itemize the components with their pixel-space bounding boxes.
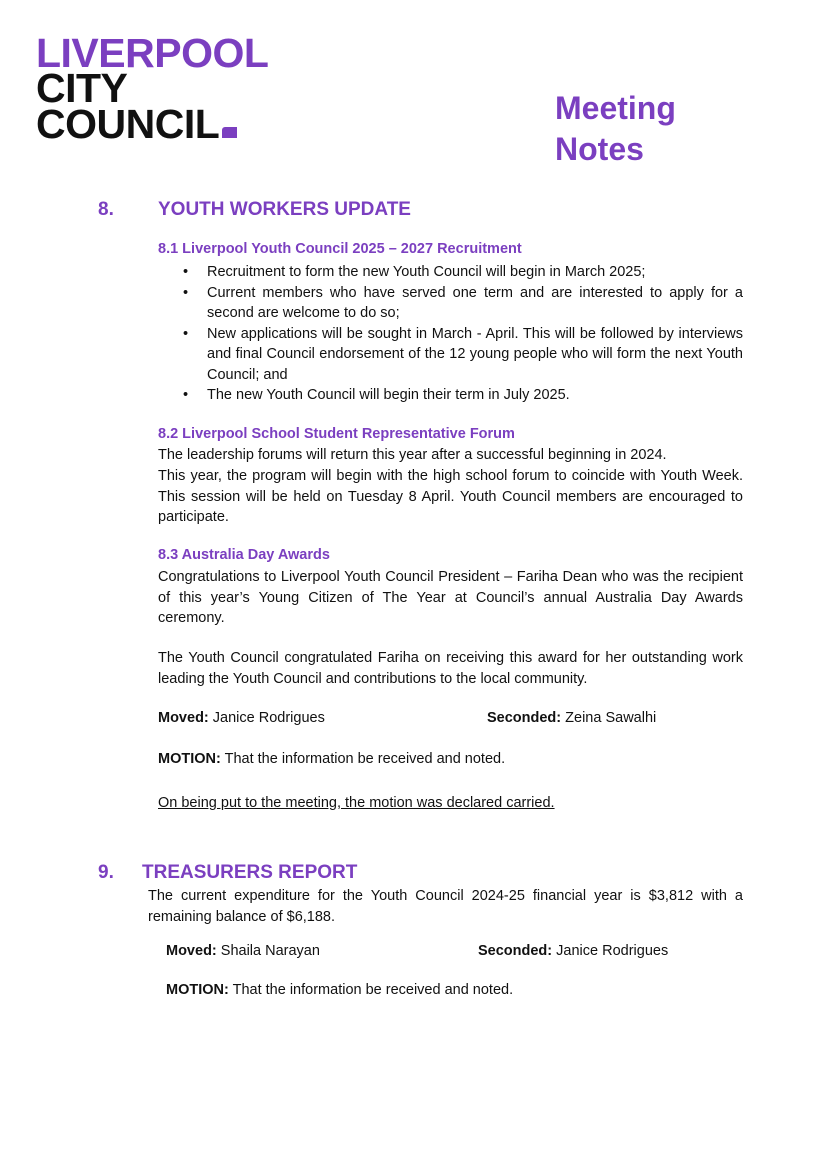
subsection-8-3-heading: 8.3 Australia Day Awards [158,547,330,563]
moved-by: Moved: Shaila Narayan [166,943,320,959]
section-title: TREASURERS REPORT [142,862,358,883]
award-paragraph-2: The Youth Council congratulated Fariha on receiving this award for her outstanding work leading the Youth Council and contributions to the local community. [158,650,743,687]
list-item: • Current members who have served one term and are interested to apply for a second are welcome to do so; [183,284,743,321]
motion-carried-note: On being put to the meeting, the motion was declared carried. [158,795,555,811]
logo-line-3: COUNCIL [36,107,268,142]
title-line-1: Meeting [555,90,676,126]
seconded-by: Seconded: Zeina Sawalhi [487,710,657,726]
subsection-8-2-heading: 8.2 Liverpool School Student Representative Forum [158,426,515,442]
list-item: • New applications will be sought in March - April. This will be followed by interviews and final Council endorsement of the 12 young people who will form the next Youth Council; and [183,325,743,383]
list-item: • Recruitment to form the new Youth Council will begin in March 2025; [183,264,646,280]
document-title [555,88,676,170]
title-line-2: Notes [555,131,644,167]
recruitment-bullet-list [158,262,743,406]
liverpool-city-council-logo [36,30,269,147]
section-9-heading [98,862,357,884]
section-number: 9. [98,862,114,883]
forum-paragraph: This year, the program will begin with the high school forum to coincide with Youth Week. This session will be held on Tuesday 8 April. Youth Council members are encouraged to participate. [158,468,743,525]
motion-line: MOTION: That the information be received and noted. [158,751,506,767]
list-item: • The new Youth Council will begin their term in July 2025. [183,387,570,403]
award-paragraph-1: Congratulations to Liverpool Youth Council President – Fariha Dean who was the recipient of this year’s Young Citizen of The Year at Council’s annual Australia Day Awards ceremony. [158,569,743,626]
motion-line: MOTION: That the information be received and noted. [166,982,514,998]
subsection-8-1-heading: 8.1 Liverpool Youth Council 2025 – 2027 Recruitment [158,241,522,257]
section-8-heading [98,199,411,221]
logo-mark-icon [222,127,237,138]
seconded-by: Seconded: Janice Rodrigues [478,943,669,959]
logo-line-2: CITY [36,65,128,112]
forum-intro-line: The leadership forums will return this year after a successful beginning in 2024. [158,447,667,463]
logo-line-1: LIVERPOOL [36,30,269,76]
treasurer-paragraph: The current expenditure for the Youth Council 2024-25 financial year is $3,812 with a remaining balance of $6,188. [148,888,743,925]
moved-by: Moved: Janice Rodrigues [158,710,325,726]
section-title: YOUTH WORKERS UPDATE [158,199,411,220]
section-number: 8. [98,199,114,220]
